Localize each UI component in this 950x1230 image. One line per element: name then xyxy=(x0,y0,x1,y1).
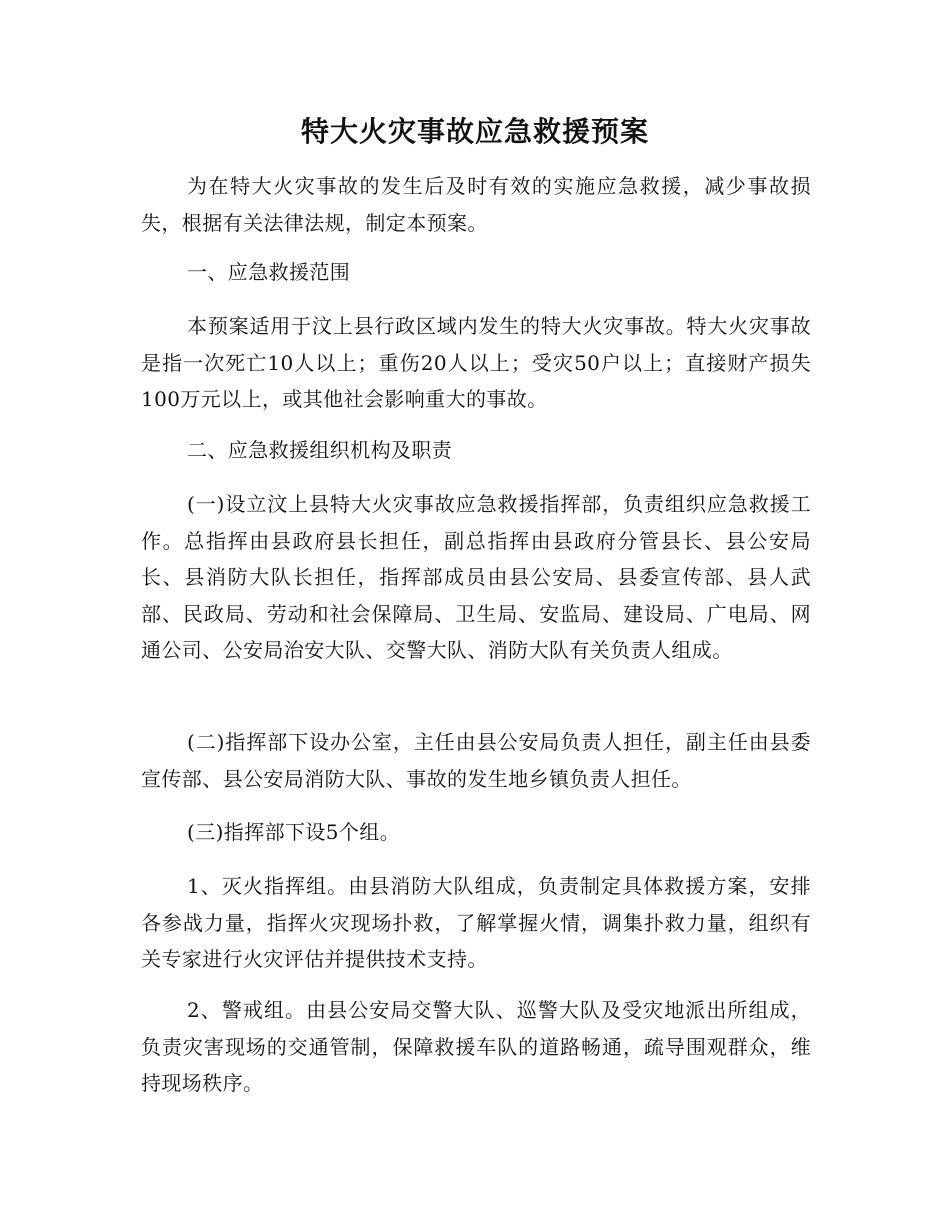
organization-item-2: (二)指挥部下设办公室，主任由县公安局负责人担任，副主任由县委宣传部、县公安局消防大队、事故的发生地乡镇负责人担任。 xyxy=(141,730,811,791)
organization-item-3: (三)指挥部下设5个组。 xyxy=(187,820,401,844)
organization-item-1: (一)设立汶上县特大火灾事故应急救援指挥部，负责组织应急救援工作。总指挥由县政府县长担任，副总指挥由县政府分管县长、县公安局长、县消防大队长担任，指挥部成员由县公安局、县委宣传部、县人武部、民政局、劳动和社会保障局、卫生局、安监局、建设局、广电局、网通公司、公安局治安大队、交警大队、消防大队有关负责人组成。 xyxy=(141,492,811,662)
section-heading-scope: 一、应急救援范围 xyxy=(187,260,351,284)
intro-paragraph: 为在特大火灾事故的发生后及时有效的实施应急救援，减少事故损失，根据有关法律法规，制定本预案。 xyxy=(141,174,811,235)
section-heading-organization: 二、应急救援组织机构及职责 xyxy=(187,438,453,462)
group-security-cordon: 2、警戒组。由县公安局交警大队、巡警大队及受灾地派出所组成，负责灾害现场的交通管制，保障救援车队的道路畅通，疏导围观群众，维持现场秩序。 xyxy=(141,998,811,1095)
page-title: 特大火灾事故应急救援预案 xyxy=(300,115,649,148)
group-firefighting-command: 1、灭火指挥组。由县消防大队组成，负责制定具体救援方案，安排各参战力量，指挥火灾现场扑救，了解掌握火情，调集扑救力量，组织有关专家进行火灾评估并提供技术支持。 xyxy=(141,874,811,971)
scope-paragraph: 本预案适用于汶上县行政区域内发生的特大火灾事故。特大火灾事故是指一次死亡10人以上；重伤20人以上；受灾50户以上；直接财产损失100万元以上，或其他社会影响重大的事故。 xyxy=(141,314,811,411)
